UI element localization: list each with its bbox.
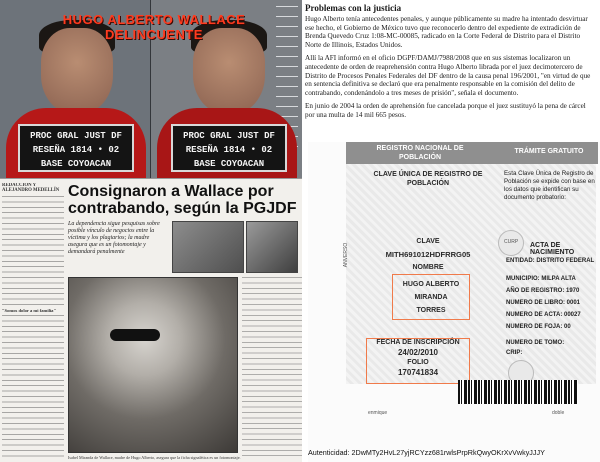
nombre-label: NOMBRE [412,264,444,271]
stamp-label: CURP [504,239,519,245]
authenticity-code: Autenticidad: 2DwMTy2HvL27yjRCYzz681rwlsPrpRkQwyOKrXvVwkyJJJY [308,448,545,457]
subheading: "Somos dolor a mi familia" [2,307,57,313]
body-text-lines [2,196,64,306]
fecha-label: FECHA DE INSCRIPCIÓN [376,339,460,346]
body-text-lines [2,315,64,459]
acta-row: NUMERO DE TOMO: [506,340,565,346]
placard-line: RESEÑA 1814 • 02 [185,145,273,155]
barcode [458,380,578,404]
newspaper-deck: La dependencia sigue pesquisas sobre posible vínculo de negocios entre la víctima y los plagiarios; la madre asegura que es un fotomontaje y demandará penalmente [68,221,160,255]
article-paragraph: Allí la AFI informó en el oficio DGPF/DAMJ/7988/2008 que en sus sistemas localizaron un antecedente de orden de reaprehensión contra Hugo Alberto librada por el juez decimotercero de Distrito de Procesos Penales Federales del DF dentro de la causa penal 196/2001, "en virtud de que en sentencia definitiva se declaró que era penalmente responsable en la comisión del delito de contrabando, condenándolo a tres meses de prisión", señala el documento. [305,54,591,97]
booking-placard-left [18,124,134,172]
curp-header-title: REGISTRO NACIONAL DE POBLACIÓN [376,145,464,161]
enmique-label: enmique [368,410,388,416]
nombre-line: HUGO ALBERTO [402,281,460,288]
newspaper-clipping [0,178,302,462]
entidad: ENTIDAD: DISTRITO FEDERAL [506,258,595,264]
newspaper-photo-woman [68,277,238,453]
folio-value: 170741834 [397,368,439,377]
folio-label: FOLIO [407,359,429,366]
doble-label: doble [552,410,565,416]
clave-value: MITH691012HDFRRG05 [385,250,471,259]
acta-row: CRIP: [506,350,523,356]
curp-document [308,142,600,462]
placard-line: BASE COYOACAN [40,159,112,169]
curp-header [346,142,598,164]
side-label: ANVERSO [343,242,350,268]
photo-caption: Isabel Miranda de Wallace, madre de Hugo Alberto, asegura que la ficha signalética es un fotomontaje. [68,455,241,460]
newspaper-left-column [2,183,64,459]
placard-line: PROC GRAL JUST DF [183,131,275,141]
curp-title: CLAVE ÚNICA DE REGISTRO DE POBLACIÓN [373,171,483,187]
placard-line: RESEÑA 1814 • 02 [32,145,120,155]
mugshot-photo [0,0,302,178]
curp-header-free: TRÁMITE GRATUITO [514,148,584,155]
acta-row: MUNICIPIO: MILPA ALTA [506,276,576,282]
article-paragraph: En junio de 2004 la orden de aprehensión fue cancelada porque el juez sustituyó la pena de cárcel por una multa de 14 mil 665 pesos. [305,102,586,119]
nombre-line: MIRANDA [414,294,448,301]
nombre-line: TORRES [416,307,446,314]
placard-line: BASE COYOACAN [193,159,265,169]
booking-placard-right [171,124,287,172]
acta-row: NUMERO DE FOJA: 00 [506,324,571,330]
byline: REDACCIÓN Y ALEJANDRO MEDELLÍN [2,183,60,194]
acta-row: NUMERO DE LIBRO: 0001 [506,300,581,306]
body-text-lines [242,277,302,457]
fecha-folio [366,338,470,378]
newspaper-headline: Consignaron a Wallace por contrabando, según la PGJDF [68,183,297,217]
mugshot-caption: HUGO ALBERTO WALLACE DELINCUENTE [62,12,246,42]
newspaper-photo-portrait [246,221,298,273]
article-heading: Problemas con la justicia [305,3,402,13]
sunglasses [110,329,160,341]
article-paragraph: Hugo Alberto tenía antecedentes penales, y aunque públicamente su madre ha intentado desvirtuar ese hecho, el Gobierno de México tuvo que reconocerlo dentro del expediente de extradición de Brenda Quevedo Cruz 1:08-MC-00085, radicado en la Corte Federal de Distrito para el Distrito Norte de Illinois, Estados Unidos. [305,15,588,49]
acta-title: ACTA DE NACIMIENTO [530,242,575,256]
clave-label: CLAVE [416,238,440,245]
fecha-value: 24/02/2010 [397,348,439,357]
acta-row: NUMERO DE ACTA: 00027 [506,312,581,318]
nombre-value [392,278,470,317]
acta-row: AÑO DE REGISTRO: 1970 [506,288,580,294]
curp-intro: Esta Clave Única de Registro de Población se expide con base en los datos que identifican su documento probatorio: [504,170,595,201]
newspaper-photo-building [172,221,244,273]
placard-line: PROC GRAL JUST DF [30,131,122,141]
